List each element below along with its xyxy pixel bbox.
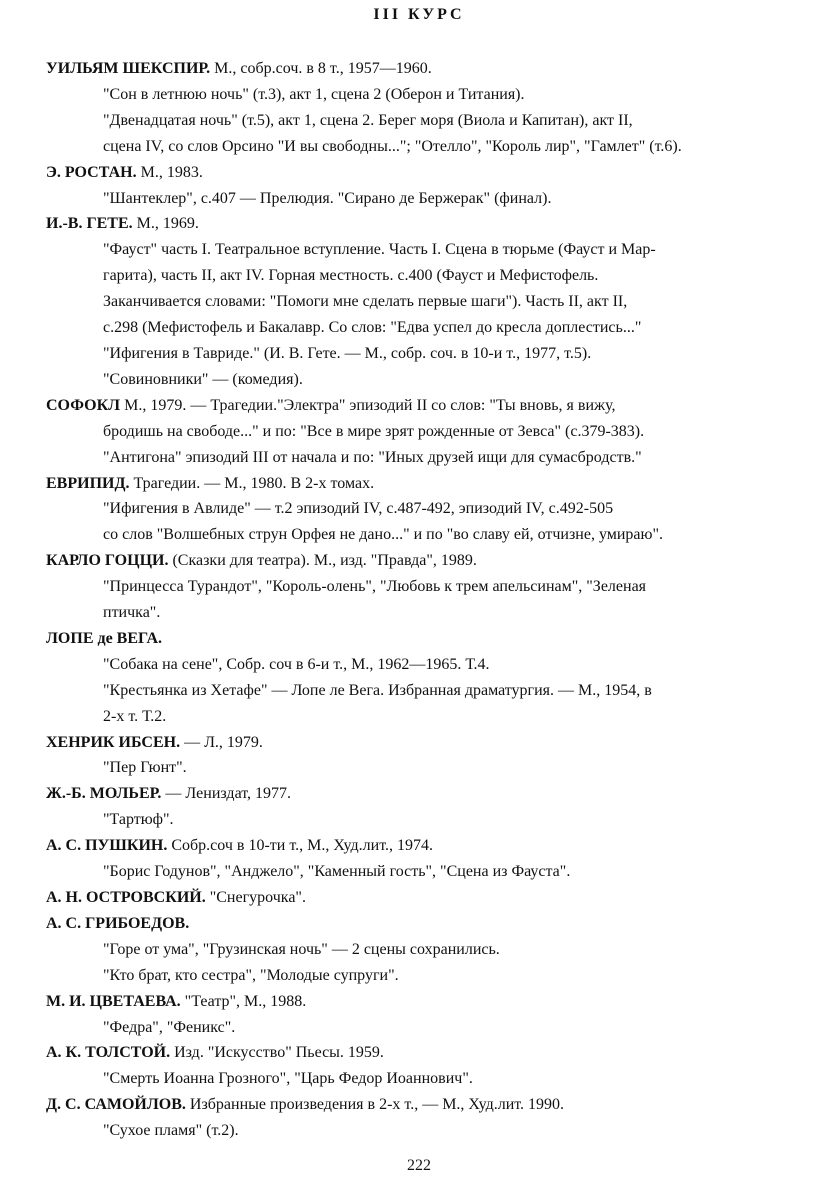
- reading-list-entry: [46, 833, 826, 885]
- author-name: Д. С. САМОЙЛОВ.: [46, 1096, 186, 1114]
- entry-heading: [46, 833, 826, 859]
- author-name: И.-В. ГЕТЕ.: [46, 215, 133, 233]
- publication-info: "Театр", М., 1988.: [180, 992, 307, 1010]
- publication-info: Изд. "Искусство" Пьесы. 1959.: [170, 1044, 384, 1062]
- entry-heading: [46, 885, 826, 911]
- entry-heading: [46, 211, 826, 237]
- work-line: со слов "Волшебных струн Орфея не дано..." и по "во славу ей, отчизне, умираю".: [103, 526, 664, 544]
- author-name: М. И. ЦВЕТАЕВА.: [46, 992, 181, 1010]
- work-line: "Пер Гюнт".: [103, 759, 187, 777]
- author-name: УИЛЬЯМ ШЕКСПИР.: [46, 60, 211, 77]
- work-line: "Собака на сене", Собр. соч в 6-и т., М., 1962—1965. Т.4.: [103, 655, 490, 673]
- author-name: А. С. ПУШКИН.: [46, 837, 168, 855]
- publication-info: М., собр.соч. в 8 т., 1957—1960.: [210, 60, 432, 77]
- entry-heading: [46, 911, 826, 937]
- work-line: "Антигона" эпизодий III от начала и по: "Иных друзей ищи для сумасбродств.": [103, 448, 642, 466]
- entry-heading: [46, 1092, 826, 1118]
- work-line: гарита), часть II, акт IV. Горная местность. с.400 (Фауст и Мефистофель.: [103, 267, 599, 285]
- author-name: Ж.-Б. МОЛЬЕР.: [46, 785, 162, 803]
- work-line: "Кто брат, кто сестра", "Молодые супруги".: [103, 966, 399, 984]
- work-line: "Ифигения в Тавриде." (И. В. Гете. — М., собр. соч. в 10-и т., 1977, т.5).: [103, 344, 592, 362]
- entry-heading: [46, 56, 826, 82]
- reading-list-entry: [46, 781, 826, 833]
- work-line: "Крестьянка из Хетафе" — Лопе ле Вега. Избранная драматургия. — М., 1954, в: [103, 681, 652, 699]
- work-line: Заканчивается словами: "Помоги мне сделать первые шаги"). Часть II, акт II,: [103, 293, 628, 311]
- entry-heading: [46, 160, 826, 186]
- publication-info: М., 1979. — Трагедии."Электра" эпизодий II со слов: "Ты вновь, я вижу,: [120, 396, 616, 414]
- publication-info: Избранные произведения в 2-х т., — М., Худ.лит. 1990.: [185, 1096, 565, 1114]
- entry-heading: [46, 626, 826, 652]
- reading-list-entry: [46, 211, 826, 392]
- work-line: птичка".: [103, 604, 161, 622]
- entry-heading: [46, 471, 826, 497]
- reading-list-entry: [46, 885, 826, 911]
- work-line: "Двенадцатая ночь" (т.5), акт 1, сцена 2. Берег моря (Виола и Капитан), акт II,: [103, 111, 633, 129]
- reading-list-entry: [46, 56, 826, 160]
- author-name: ЕВРИПИД.: [46, 474, 130, 492]
- publication-info: М., 1969.: [132, 215, 199, 233]
- reading-list-entry: [46, 1040, 826, 1092]
- work-line: сцена IV, со слов Орсино "И вы свободны..."; "Отелло", "Король лир", "Гамлет" (т.6).: [103, 137, 682, 155]
- course-header: III КУРС: [373, 6, 465, 23]
- reading-list-entry: [46, 1092, 826, 1144]
- author-name: СОФОКЛ: [46, 396, 121, 414]
- work-line: "Совиновники" — (комедия).: [103, 370, 303, 388]
- reading-list-entry: [46, 160, 826, 212]
- author-name: КАРЛО ГОЦЦИ.: [46, 552, 169, 570]
- author-name: А. Н. ОСТРОВСКИЙ.: [46, 889, 206, 906]
- reading-list-entry: [46, 626, 826, 730]
- publication-info: (Сказки для театра). М., изд. "Правда", 1989.: [168, 552, 477, 570]
- author-name: ЛОПЕ де ВЕГА.: [46, 629, 163, 647]
- author-name: ХЕНРИК ИБСЕН.: [46, 733, 181, 751]
- publication-info: Собр.соч в 10-ти т., М., Худ.лит., 1974.: [167, 837, 433, 855]
- work-line: "Сухое пламя" (т.2).: [103, 1122, 239, 1140]
- work-line: "Федра", "Феникс".: [103, 1018, 236, 1036]
- entry-heading: [46, 989, 826, 1015]
- publication-info: "Снегурочка".: [205, 889, 306, 906]
- reading-list: [46, 56, 826, 1144]
- reading-list-entry: [46, 471, 826, 549]
- reading-list-entry: [46, 730, 826, 782]
- work-line: "Принцесса Турандот", "Король-олень", "Любовь к трем апельсинам", "Зеленая: [103, 578, 647, 596]
- work-line: "Горе от ума", "Грузинская ночь" — 2 сцены сохранились.: [103, 940, 500, 958]
- entry-heading: [46, 393, 826, 419]
- publication-info: Трагедии. — М., 1980. В 2-х томах.: [129, 474, 375, 492]
- work-line: "Фауст" часть I. Театральное вступление. Часть I. Сцена в тюрьме (Фауст и Мар-: [103, 241, 656, 259]
- work-line: "Тартюф".: [103, 811, 174, 829]
- work-line: с.298 (Мефистофель и Бакалавр. Со слов: "Едва успел до кресла доплестись...": [103, 319, 642, 337]
- page-number: 222: [407, 1157, 431, 1174]
- work-line: "Сон в летнюю ночь" (т.3), акт 1, сцена 2 (Оберон и Титания).: [103, 85, 525, 103]
- author-name: А. С. ГРИБОЕДОВ.: [46, 914, 190, 932]
- entry-heading: [46, 1040, 826, 1066]
- work-line: "Смерть Иоанна Грозного", "Царь Федор Иоаннович".: [103, 1070, 473, 1088]
- reading-list-entry: [46, 911, 826, 989]
- entry-heading: [46, 548, 826, 574]
- author-name: А. К. ТОЛСТОЙ.: [46, 1044, 171, 1062]
- author-name: Э. РОСТАН.: [46, 163, 137, 181]
- work-line: 2-х т. Т.2.: [103, 707, 167, 725]
- publication-info: — Л., 1979.: [180, 733, 263, 751]
- work-line: бродишь на свободе..." и по: "Все в мире зрят рожденные от Зевса" (с.379-383).: [103, 422, 645, 440]
- work-line: "Ифигения в Авлиде" — т.2 эпизодий IV, с.487-492, эпизодий IV, с.492-505: [103, 500, 614, 518]
- publication-info: М., 1983.: [136, 163, 203, 181]
- reading-list-entry: [46, 393, 826, 471]
- reading-list-entry: [46, 989, 826, 1041]
- reading-list-entry: [46, 548, 826, 626]
- publication-info: — Лениздат, 1977.: [161, 785, 292, 803]
- work-line: "Шантеклер", с.407 — Прелюдия. "Сирано де Бержерак" (финал).: [103, 189, 552, 207]
- entry-heading: [46, 730, 826, 756]
- entry-heading: [46, 781, 826, 807]
- work-line: "Борис Годунов", "Анджело", "Каменный гость", "Сцена из Фауста".: [103, 863, 571, 881]
